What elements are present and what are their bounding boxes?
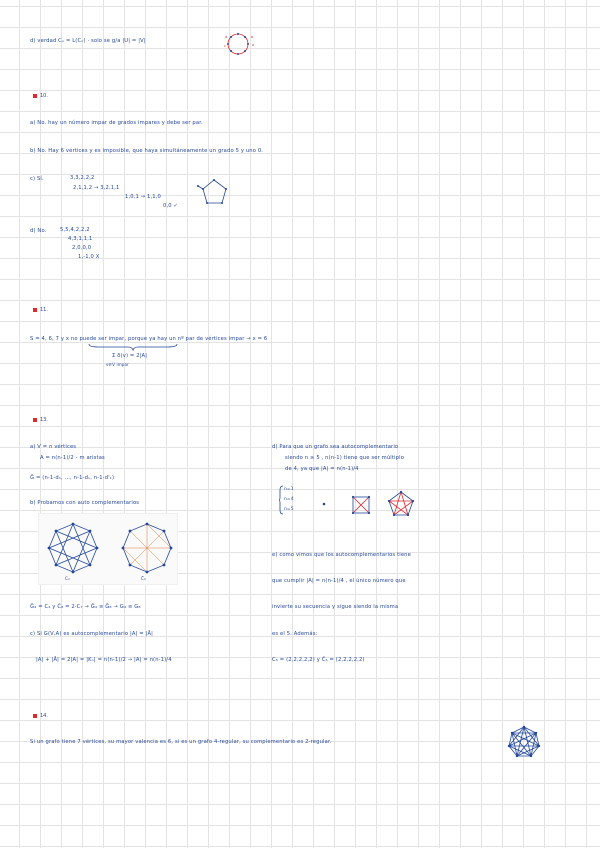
cycle-graph-figure: [222, 28, 258, 62]
octagon-graph-right: [119, 520, 175, 576]
handshake-formula-sub: v∈V impar: [106, 362, 129, 367]
answer-13b: b) Probamos con auto complementarios: [30, 500, 140, 506]
section-marker-11: [33, 308, 37, 312]
answer-10d-step: 2,0,0,0: [72, 245, 92, 251]
section-marker-13: [33, 418, 37, 422]
answer-10c-step: 0,0 ✓: [163, 203, 178, 209]
answer-13d-line3: de 4, ya que |A| = n(n-1)/4: [285, 466, 359, 472]
single-vertex-graph: [322, 502, 326, 506]
answer-10d-step: 1,-1,0 X: [78, 254, 100, 260]
answer-10b: b) No. Hay 6 vértices y es imposible, que haya simultáneamente un grado 5 y uno 0.: [30, 148, 264, 154]
section-marker-10: [33, 94, 37, 98]
underbrace: [88, 343, 178, 351]
answer-13e-line4: es el 5. Además:: [272, 631, 318, 637]
answer-13a-line1: a) V = n vértices: [30, 444, 77, 450]
answer-13e-line5: C₅ = (2,2,2,2,2) y C̄₅ = (2,2,2,2,2): [272, 657, 365, 663]
section-marker-14: [33, 714, 37, 718]
answer-14: Si un grafo tiene 7 vértices, su mayor valencia es 6, si es un grafo 4-regular, su complementario es 2-regular.: [30, 739, 332, 745]
answer-10d-label: d) No.: [30, 228, 47, 234]
answer-13b-equivalence: Ḡ₄ = C₄ y C̄₈ = 2·C₇ → Ḡ₄ ≅ Ḡ₈ → G₄ ≅ G₈: [30, 604, 141, 610]
graph-photo: [38, 513, 178, 585]
svg-text:b: b: [251, 35, 254, 39]
case-n4: n=4: [284, 497, 294, 502]
answer-13a-line3: Ḡ = (n-1-d₁, ..., n-1-dₙ, n-1-d'₁): [30, 475, 115, 481]
graph-label-right: C̄₄: [141, 576, 146, 581]
svg-text:a: a: [252, 43, 255, 47]
svg-text:d: d: [225, 35, 228, 39]
case-n5: n=5: [284, 507, 294, 512]
octagon-graph-left: [45, 520, 101, 576]
svg-text:c: c: [224, 44, 226, 48]
answer-13e-line3: invierte su secuencia y sigue siendo la misma: [272, 604, 399, 610]
case-n1: n=1: [284, 487, 294, 492]
answer-10c-step: 2,1,1,2 → 3,2,1,1: [73, 185, 120, 191]
answer-10d-step: 5,5,4,2,2,2: [60, 227, 90, 233]
section-number-10: 10.: [40, 93, 48, 99]
handshake-formula: Σ δ(v) = 2|A|: [112, 353, 148, 359]
section-number-13: 13.: [40, 417, 48, 423]
pentagon-star-graph-n5: [386, 490, 416, 518]
answer-13e-line2: que cumplir |A| = n(n-1)/4 , el único número que: [272, 578, 406, 584]
answer-10d-step: 4,3,1,1,1: [68, 236, 93, 242]
square-graph-n4: [350, 494, 372, 516]
heptagon-complete-graph: [506, 724, 542, 760]
answer-10a: a) No. hay un número impar de grados impares y debe ser par.: [30, 120, 203, 126]
section-number-11: 11.: [40, 307, 48, 313]
pentagon-graph-10c: [198, 176, 240, 210]
graph-label-left: C₄: [65, 576, 70, 581]
section-number-14: 14.: [40, 713, 48, 719]
answer-10c-step: 3,3,2,2,2: [70, 175, 95, 181]
answer-13d-line1: d) Para que un grafo sea autocomplementario: [272, 444, 399, 450]
answer-13c-line1: c) Si G(V,A) es autocomplementario |A| = |Ā|: [30, 631, 154, 637]
answer-11: S = 4, 6, 7 y x no puede ser impar, porque ya hay un nº par de vértices impar → x = 6: [30, 336, 268, 342]
answer-13d-line2: siendo n ≥ 5 , n(n-1) tiene que ser múltiplo: [285, 455, 405, 461]
answer-13e-line1: e) como vimos que los autocomplementarios tiene: [272, 552, 411, 558]
answer-13c-line2: |A| + |Ā| = 2|A| = |Kₙ| = n(n-1)/2 → |A| = n(n-1)/4: [36, 657, 172, 663]
answer-10c-step: 1,0,1 → 1,1,0: [125, 194, 161, 200]
answer-10c-label: c) Sí.: [30, 176, 44, 182]
answer-13a-line2: A = n(n-1)/2 - m aristas: [40, 455, 105, 461]
answer-d-top: d) verdad Cₙ = L(Cₙ) · solo se g/a |U| = |V|: [30, 38, 146, 44]
